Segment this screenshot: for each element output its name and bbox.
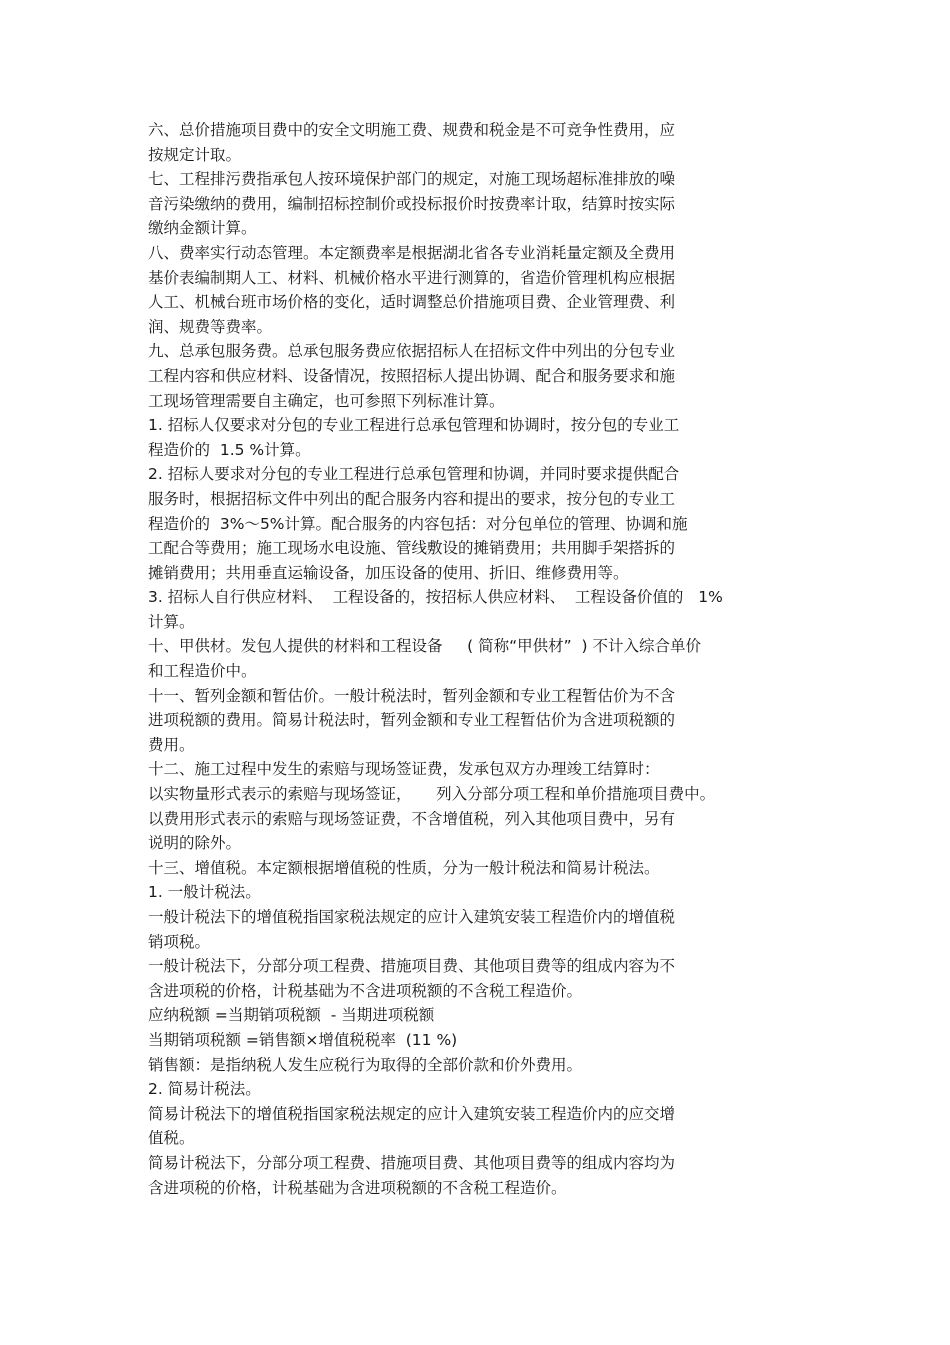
text-line: 十一、暂列金额和暂估价。一般计税法时，暂列金额和专业工程暂估价为不含 xyxy=(148,686,676,705)
text-line: 简易计税法下，分部分项工程费、措施项目费、其他项目费等的组成内容均为 xyxy=(148,1153,676,1172)
text-line: 进项税额的费用。简易计税法时，暂列金额和专业工程暂估价为含进项税额的 xyxy=(148,711,676,730)
text-line: 当期销项税额 =销售额×增值税税率 (11 %) xyxy=(148,1030,458,1049)
text-line: 含进项税的价格，计税基础为含进项税额的不含税工程造价。 xyxy=(148,1178,567,1197)
text-line: 音污染缴纳的费用，编制招标控制价或投标报价时按费率计取，结算时按实际 xyxy=(148,194,676,213)
text-line: 六、总价措施项目费中的安全文明施工费、规费和税金是不可竞争性费用，应 xyxy=(148,121,676,139)
document-body xyxy=(148,118,808,1200)
text-line: 润、规费等费率。 xyxy=(148,317,273,336)
text-line: 十三、增值税。本定额根据增值税的性质，分为一般计税法和简易计税法。 xyxy=(148,858,660,877)
text-line: 3. 招标人自行供应材料、 工程设备的，按招标人供应材料、 工程设备价值的 1% xyxy=(148,588,723,607)
text-line: 销项税。 xyxy=(148,932,211,951)
text-line: 以实物量形式表示的索赔与现场签证， 列入分部分项工程和单价措施项目费中。 xyxy=(148,785,716,804)
text-line: 应纳税额 =当期销项税额 - 当期进项税额 xyxy=(148,1006,435,1025)
text-line: 摊销费用；共用垂直运输设备，加压设备的使用、折旧、维修费用等。 xyxy=(148,563,629,582)
text-line: 工程内容和供应材料、设备情况，按照招标人提出协调、配合和服务要求和施 xyxy=(148,366,676,385)
text-line: 按规定计取。 xyxy=(148,145,242,164)
text-line: 程造价的 1.5 %计算。 xyxy=(148,440,311,459)
text-line: 八、费率实行动态管理。本定额费率是根据湖北省各专业消耗量定额及全费用 xyxy=(148,243,676,262)
text-line: 值税。 xyxy=(148,1129,195,1148)
text-line: 含进项税的价格，计税基础为不含进项税额的不含税工程造价。 xyxy=(148,981,583,1000)
text-line: 人工、机械台班市场价格的变化，适时调整总价措施项目费、企业管理费、利 xyxy=(148,293,676,312)
text-line: 销售额：是指纳税人发生应税行为取得的全部价款和价外费用。 xyxy=(148,1055,583,1074)
text-line: 2. 简易计税法。 xyxy=(148,1080,261,1099)
text-line: 费用。 xyxy=(148,735,195,754)
text-line: 服务时，根据招标文件中列出的配合服务内容和提出的要求，按分包的专业工 xyxy=(148,489,676,508)
text-line: 以费用形式表示的索赔与现场签证费，不含增值税，列入其他项目费中，另有 xyxy=(148,809,676,828)
text-line: 一般计税法下的增值税指国家税法规定的应计入建筑安装工程造价内的增值税 xyxy=(148,908,676,926)
text-line: 十二、施工过程中发生的索赔与现场签证费，发承包双方办理竣工结算时： xyxy=(148,760,660,779)
text-line: 1. 一般计税法。 xyxy=(148,883,261,902)
text-line: 2. 招标人要求对分包的专业工程进行总承包管理和协调，并同时要求提供配合 xyxy=(148,465,680,484)
text-line: 简易计税法下的增值税指国家税法规定的应计入建筑安装工程造价内的应交增 xyxy=(148,1104,676,1123)
text-line: 七、工程排污费指承包人按环境保护部门的规定，对施工现场超标准排放的噪 xyxy=(148,170,676,189)
text-line: 九、总承包服务费。总承包服务费应依据招标人在招标文件中列出的分包专业 xyxy=(148,342,676,361)
text-line: 工现场管理需要自主确定，也可参照下列标准计算。 xyxy=(148,391,505,410)
text-line: 程造价的 3%～5%计算。配合服务的内容包括：对分包单位的管理、协调和施 xyxy=(148,514,688,533)
text-line: 说明的除外。 xyxy=(148,834,242,853)
text-line: 缴纳金额计算。 xyxy=(148,219,257,238)
text-line: 和工程造价中。 xyxy=(148,662,257,681)
text-line: 1. 招标人仅要求对分包的专业工程进行总承包管理和协调时，按分包的专业工 xyxy=(148,416,680,435)
text-line: 基价表编制期人工、材料、机械价格水平进行测算的，省造价管理机构应根据 xyxy=(148,268,676,287)
text-line: 一般计税法下，分部分项工程费、措施项目费、其他项目费等的组成内容为不 xyxy=(148,957,676,976)
text-line: 十、甲供材。发包人提供的材料和工程设备 ( 简称“甲供材” ) 不计入综合单价 xyxy=(148,637,701,656)
text-line: 计算。 xyxy=(148,612,195,631)
text-line: 工配合等费用；施工现场水电设施、管线敷设的摊销费用；共用脚手架搭拆的 xyxy=(148,539,676,558)
